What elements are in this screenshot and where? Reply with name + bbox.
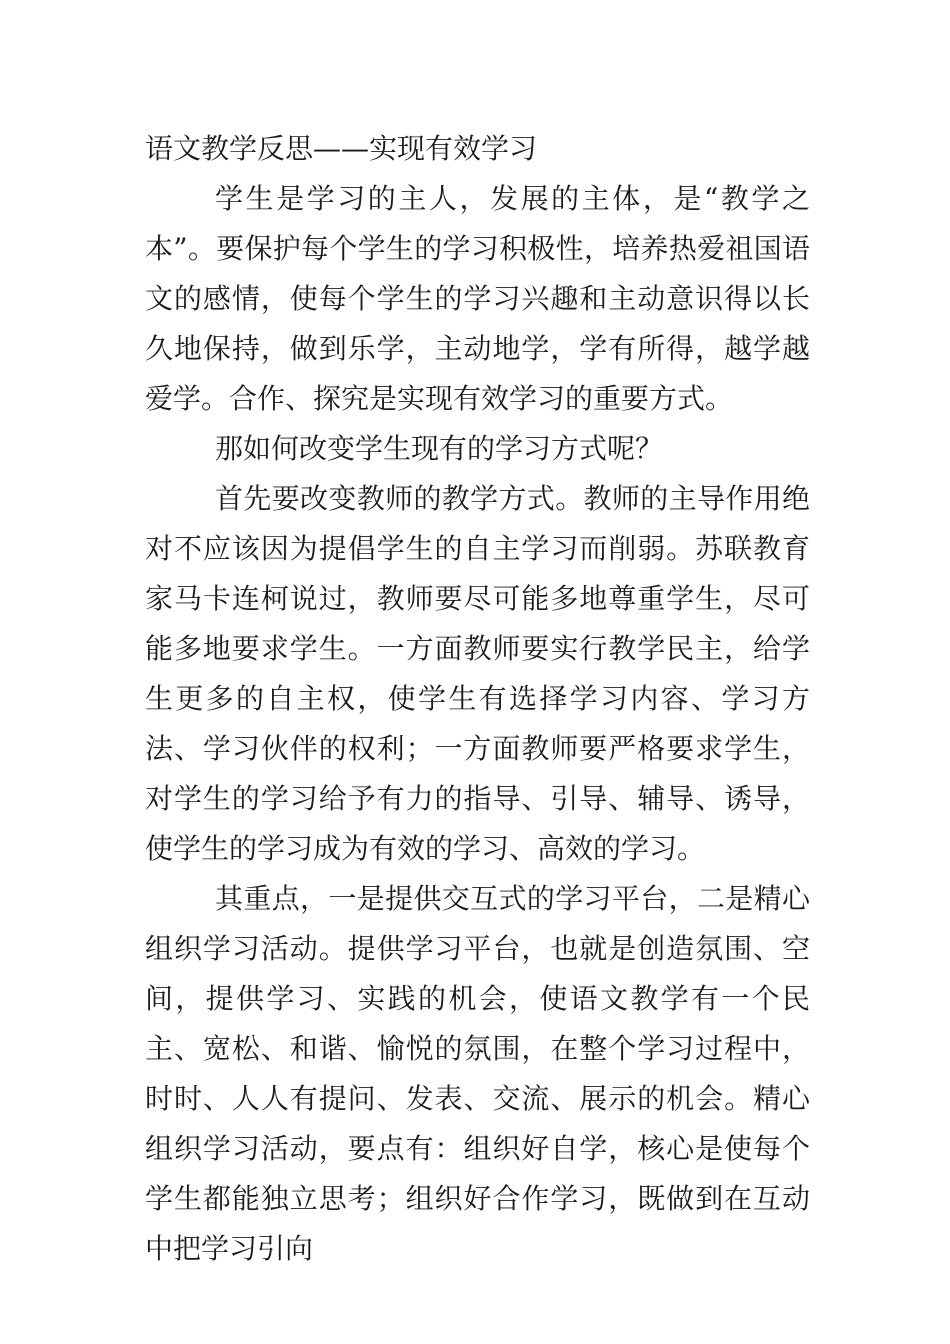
paragraph-teaching-method: 首先要改变教师的教学方式。教师的主导作用绝对不应该因为提倡学生的自主学习而削弱。苏联教育家马卡连柯说过，教师要尽可能多地尊重学生，尽可能多地要求学生。一方面教师要实行教学民主，给学生更多的自主权，使学生有选择学习内容、学习方法、学习伙伴的权利；一方面教师要严格要求学生，对学生的学习给予有力的指导、引导、辅导、诱导，使学生的学习成为有效的学习、高效的学习。 (145, 482, 810, 865)
paragraph-intro: 学生是学习的主人，发展的主体，是“教学之本”。要保护每个学生的学习积极性，培养热爱祖国语文的感情，使每个学生的学习兴趣和主动意识得以长久地保持，做到乐学，主动地学，学有所得，越学越爱学。合作、探究是实现有效学习的重要方式。 (145, 182, 810, 415)
document-body (145, 124, 810, 1274)
paragraph-key-points: 其重点，一是提供交互式的学习平台，二是精心组织学习活动。提供学习平台，也就是创造氛围、空间，提供学习、实践的机会，使语文教学有一个民主、宽松、和谐、愉悦的氛围，在整个学习过程中，时时、人人有提问、发表、交流、展示的机会。精心组织学习活动，要点有：组织好自学，核心是使每个学生都能独立思考；组织好合作学习，既做到在互动中把学习引向 (145, 882, 810, 1265)
document-title: 语文教学反思——实现有效学习 (145, 132, 538, 165)
paragraph-question: 那如何改变学生现有的学习方式呢？ (215, 432, 664, 465)
